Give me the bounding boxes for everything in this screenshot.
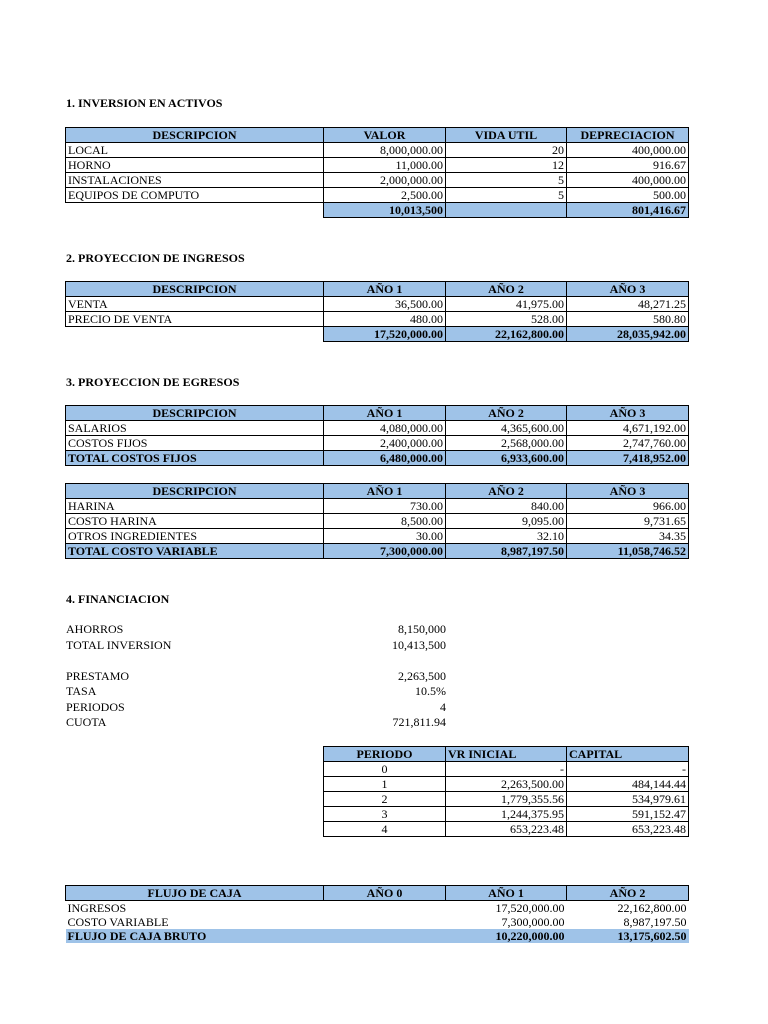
col-header: DESCRIPCION — [66, 406, 324, 421]
cell: INGRESOS — [67, 901, 127, 915]
cell: 22,162,800.00 — [617, 901, 687, 915]
total-cell: 17,520,000.00 — [324, 327, 446, 342]
col-header: AÑO 3 — [567, 406, 689, 421]
cell: 2,500.00 — [324, 188, 446, 203]
cell: 840.00 — [446, 499, 567, 514]
section-title-ingresos: 2. PROYECCION DE INGRESOS — [66, 251, 245, 265]
table-row — [66, 312, 689, 327]
cell: LOCAL — [66, 143, 324, 158]
financiacion-summary — [66, 622, 446, 731]
cell: 591,152.47 — [567, 807, 689, 822]
table-row — [66, 901, 689, 916]
cell: 8,987,197.50 — [623, 915, 687, 929]
cell: INSTALACIONES — [66, 173, 324, 188]
cell: VENTA — [66, 297, 324, 312]
cell: EQUIPOS DE COMPUTO — [66, 188, 324, 203]
cell: 41,975.00 — [446, 297, 567, 312]
flujo-caja-table — [65, 885, 689, 943]
prestamo-row — [66, 669, 446, 685]
table-row — [324, 807, 689, 822]
table-row — [66, 188, 689, 203]
cell: 4 — [324, 822, 446, 837]
total-cell: 6,480,000.00 — [324, 451, 446, 466]
cuota-row — [66, 715, 446, 731]
cell: 7,300,000.00 — [501, 915, 565, 929]
cell: COSTO VARIABLE — [67, 915, 169, 929]
cell: 4,671,192.00 — [567, 421, 689, 436]
cell: 32.10 — [446, 529, 567, 544]
inversion-table — [65, 127, 689, 218]
cell: 2 — [324, 792, 446, 807]
cell: OTROS INGREDIENTES — [66, 529, 324, 544]
total-cell: 10,220,000.00 — [446, 929, 567, 943]
total-cell — [324, 929, 446, 943]
cell: 480.00 — [324, 312, 446, 327]
col-header: AÑO 2 — [446, 282, 567, 297]
cell: 2,568,000.00 — [446, 436, 567, 451]
cell: 653,223.48 — [446, 822, 567, 837]
cell: 2,400,000.00 — [324, 436, 446, 451]
cell: 534,979.61 — [567, 792, 689, 807]
cell: 916.67 — [567, 158, 689, 173]
cell: 2,263,500.00 — [446, 777, 567, 792]
cell: 11,000.00 — [324, 158, 446, 173]
table-row — [66, 436, 689, 451]
table-row — [324, 792, 689, 807]
cell — [324, 901, 446, 916]
cell — [324, 915, 446, 929]
col-header: DESCRIPCION — [66, 484, 324, 499]
total-cell: 11,058,746.52 — [567, 544, 689, 559]
cell: 400,000.00 — [567, 173, 689, 188]
cell: COSTOS FIJOS — [66, 436, 324, 451]
section-title-egresos: 3. PROYECCION DE EGRESOS — [66, 375, 240, 389]
table-row — [324, 762, 689, 777]
table-row — [324, 777, 689, 792]
total-row — [66, 929, 689, 943]
cell: 484,144.44 — [567, 777, 689, 792]
table-row — [66, 421, 689, 436]
cell: 9,731.65 — [567, 514, 689, 529]
table-header-row — [66, 886, 689, 901]
value: 10.5% — [415, 684, 446, 698]
cell: 34.35 — [567, 529, 689, 544]
section-title-inversion: 1. INVERSION EN ACTIVOS — [66, 96, 223, 110]
cell: 5 — [446, 188, 567, 203]
cell: 500.00 — [567, 188, 689, 203]
col-header: VIDA UTIL — [446, 128, 567, 143]
col-header: VR INICIAL — [446, 747, 567, 762]
cell: 2,000,000.00 — [324, 173, 446, 188]
cell: 20 — [446, 143, 567, 158]
cell: - — [567, 762, 689, 777]
table-row — [66, 297, 689, 312]
total-cell: 801,416.67 — [567, 203, 689, 218]
col-header: PERIODO — [324, 747, 446, 762]
col-header: CAPITAL — [567, 747, 689, 762]
total-row — [66, 544, 689, 559]
cell: 0 — [324, 762, 446, 777]
cell: HORNO — [66, 158, 324, 173]
total-cell: 6,933,600.00 — [446, 451, 567, 466]
total-cell: 7,418,952.00 — [567, 451, 689, 466]
total-cell: 13,175,602.50 — [567, 929, 689, 943]
total-label: TOTAL COSTOS FIJOS — [66, 451, 324, 466]
cell: HARINA — [66, 499, 324, 514]
col-header: AÑO 2 — [446, 484, 567, 499]
cell: PRECIO DE VENTA — [66, 312, 324, 327]
total-row — [66, 203, 689, 218]
cell: 580.80 — [567, 312, 689, 327]
tasa-row — [66, 684, 446, 700]
costos-fijos-table — [65, 405, 689, 466]
cell: 528.00 — [446, 312, 567, 327]
label: PERIODOS — [66, 699, 125, 714]
cell: 653,223.48 — [567, 822, 689, 837]
value: 10,413,500 — [392, 637, 446, 652]
cell: 4,080,000.00 — [324, 421, 446, 436]
total-cell: 8,987,197.50 — [446, 544, 567, 559]
cell: - — [446, 762, 567, 777]
col-header: DEPRECIACION — [567, 128, 689, 143]
col-header: AÑO 1 — [446, 886, 567, 901]
empty-cell — [66, 203, 324, 218]
total-label: FLUJO DE CAJA BRUTO — [66, 929, 324, 943]
col-header: DESCRIPCION — [66, 128, 324, 143]
total-label: TOTAL COSTO VARIABLE — [66, 544, 324, 559]
col-header: AÑO 2 — [446, 406, 567, 421]
cell: 8,000,000.00 — [324, 143, 446, 158]
col-header: FLUJO DE CAJA — [66, 886, 324, 901]
table-header-row — [66, 406, 689, 421]
total-row — [66, 451, 689, 466]
value: 4 — [440, 699, 446, 714]
table-row — [66, 529, 689, 544]
cell: 48,271.25 — [567, 297, 689, 312]
cell: 3 — [324, 807, 446, 822]
col-header: AÑO 3 — [567, 282, 689, 297]
cell: SALARIOS — [66, 421, 324, 436]
table-header-row — [66, 282, 689, 297]
label: TASA — [66, 684, 97, 698]
cell: 4,365,600.00 — [446, 421, 567, 436]
cell: 1,244,375.95 — [446, 807, 567, 822]
total-inversion-row — [66, 638, 446, 654]
col-header: AÑO 3 — [567, 484, 689, 499]
total-row — [66, 327, 689, 342]
table-row — [66, 499, 689, 514]
table-header-row — [324, 747, 689, 762]
cell: 400,000.00 — [567, 143, 689, 158]
label: TOTAL INVERSION — [66, 637, 172, 652]
empty-cell — [446, 203, 567, 218]
table-row — [324, 822, 689, 837]
label: AHORROS — [66, 622, 124, 636]
cell: 2,747,760.00 — [567, 436, 689, 451]
value: 8,150,000 — [398, 622, 446, 636]
cell: 1 — [324, 777, 446, 792]
col-header: AÑO 1 — [324, 282, 446, 297]
total-cell: 7,300,000.00 — [324, 544, 446, 559]
total-cell: 22,162,800.00 — [446, 327, 567, 342]
costo-variable-table — [65, 483, 689, 559]
value: 2,263,500 — [398, 668, 446, 683]
cell: 9,095.00 — [446, 514, 567, 529]
col-header: VALOR — [324, 128, 446, 143]
cell: 730.00 — [324, 499, 446, 514]
total-cell: 28,035,942.00 — [567, 327, 689, 342]
ahorros-row — [66, 622, 446, 638]
total-cell: 10,013,500 — [324, 203, 446, 218]
cell: 5 — [446, 173, 567, 188]
col-header: DESCRIPCION — [66, 282, 324, 297]
table-row — [66, 158, 689, 173]
section-title-financiacion: 4. FINANCIACION — [66, 592, 170, 606]
table-header-row — [66, 128, 689, 143]
periodos-row — [66, 700, 446, 716]
value: 721,811.94 — [392, 715, 446, 729]
label: CUOTA — [66, 715, 107, 729]
cell: COSTO HARINA — [66, 514, 324, 529]
table-row — [66, 915, 689, 929]
empty-cell — [66, 327, 324, 342]
table-header-row — [66, 484, 689, 499]
cell: 966.00 — [567, 499, 689, 514]
ingresos-table — [65, 281, 689, 342]
cell: 1,779,355.56 — [446, 792, 567, 807]
cell: 8,500.00 — [324, 514, 446, 529]
amortizacion-table — [323, 746, 689, 837]
table-row — [66, 143, 689, 158]
col-header: AÑO 0 — [324, 886, 446, 901]
table-row — [66, 514, 689, 529]
col-header: AÑO 1 — [324, 406, 446, 421]
cell: 17,520,000.00 — [495, 901, 565, 915]
cell: 30.00 — [324, 529, 446, 544]
col-header: AÑO 1 — [324, 484, 446, 499]
cell: 36,500.00 — [324, 297, 446, 312]
label: PRESTAMO — [66, 668, 130, 683]
table-row — [66, 173, 689, 188]
col-header: AÑO 2 — [567, 886, 689, 901]
cell: 12 — [446, 158, 567, 173]
